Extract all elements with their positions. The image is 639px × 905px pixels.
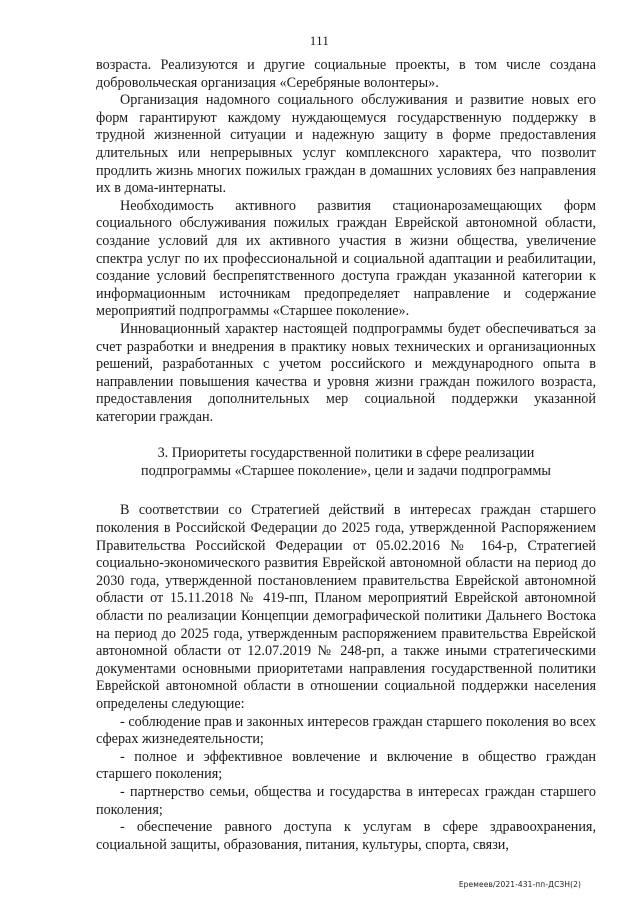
document-body (96, 57, 596, 854)
page-number: 111 (309, 33, 330, 48)
paragraph: возраста. Реализуются и другие социальные проекты, в том числе создана добровольческая организация «Серебряные волонтеры». (96, 57, 596, 91)
section-heading-line-2: подпрограммы «Старшее поколение», цели и задачи подпрограммы (141, 463, 551, 480)
paragraphs-bottom (96, 502, 596, 854)
section-heading (96, 444, 596, 480)
paragraph: В соответствии со Стратегией действий в интересах граждан старшего поколения в Российской Федерации до 2025 года, утвержденной Распоряжением Правительства Российской Федерации от 05.02.2016 № 164-р, Стратегией социально-экономического развития Еврейской автономной области на период до 2030 года, утвержденной постановлением правительства Еврейской автономной области от 15.11.2018 № 419-пп, Планом мероприятий Еврейской автономной области по реализации Концепции демографической политики Дальнего Востока на период до 2025 года, утвержденным распоряжением правительства Еврейской автономной области от 12.07.2019 № 248-рп, а также иными стратегическими документами основными приоритетами направления государственной политики Еврейской автономной области в отношении социальной поддержки населения определены следующие: (96, 502, 596, 712)
section-heading-line-1: 3. Приоритеты государственной политики в сфере реализации (157, 445, 535, 462)
footer-document-code: Еремеев/2021-431-пп-ДСЗН(2) (458, 880, 581, 889)
paragraph: - партнерство семьи, общества и государства в интересах граждан старшего поколения; (96, 783, 596, 818)
paragraph: Организация надомного социального обслуживания и развитие новых его форм гарантируют каждому нуждающемуся государственную поддержку в трудной жизненной ситуации и надежную защиту в форме предоставления длительных или непрерывных услуг комплексного характера, что позволит продлить жизнь многих пожилых граждан в домашних условиях без направления их в дома-интернаты. (96, 92, 596, 197)
heading-gap (96, 480, 596, 502)
paragraphs-top (96, 57, 596, 426)
paragraph: Необходимость активного развития стационарозамещающих форм социального обслуживания пожилых граждан Еврейской автономной области, создание условий для их активного участия в жизни общества, увеличение спектра услуг по их профессиональной и социальной адаптации и реабилитации, создание условий беспрепятственного доступа граждан указанной категории к информационным источникам предопределяет направление и содержание мероприятий подпрограммы «Старшее поколение». (96, 197, 596, 320)
paragraph: - соблюдение прав и законных интересов граждан старшего поколения во всех сферах жизнедеятельности; (96, 713, 596, 748)
paragraph: - полное и эффективное вовлечение и включение в общество граждан старшего поколения; (96, 748, 596, 783)
paragraph: - обеспечение равного доступа к услугам в сфере здравоохранения, социальной защиты, образования, питания, культуры, спорта, связи, (96, 819, 596, 853)
paragraph: Инновационный характер настоящей подпрограммы будет обеспечиваться за счет разработки и внедрения в практику новых технических и организационных решений, разработанных с учетом российского и международного опыта в направлении повышения качества и уровня жизни граждан пожилого возраста, предоставления дополнительных мер социальной поддержки указанной категории граждан. (96, 320, 596, 425)
